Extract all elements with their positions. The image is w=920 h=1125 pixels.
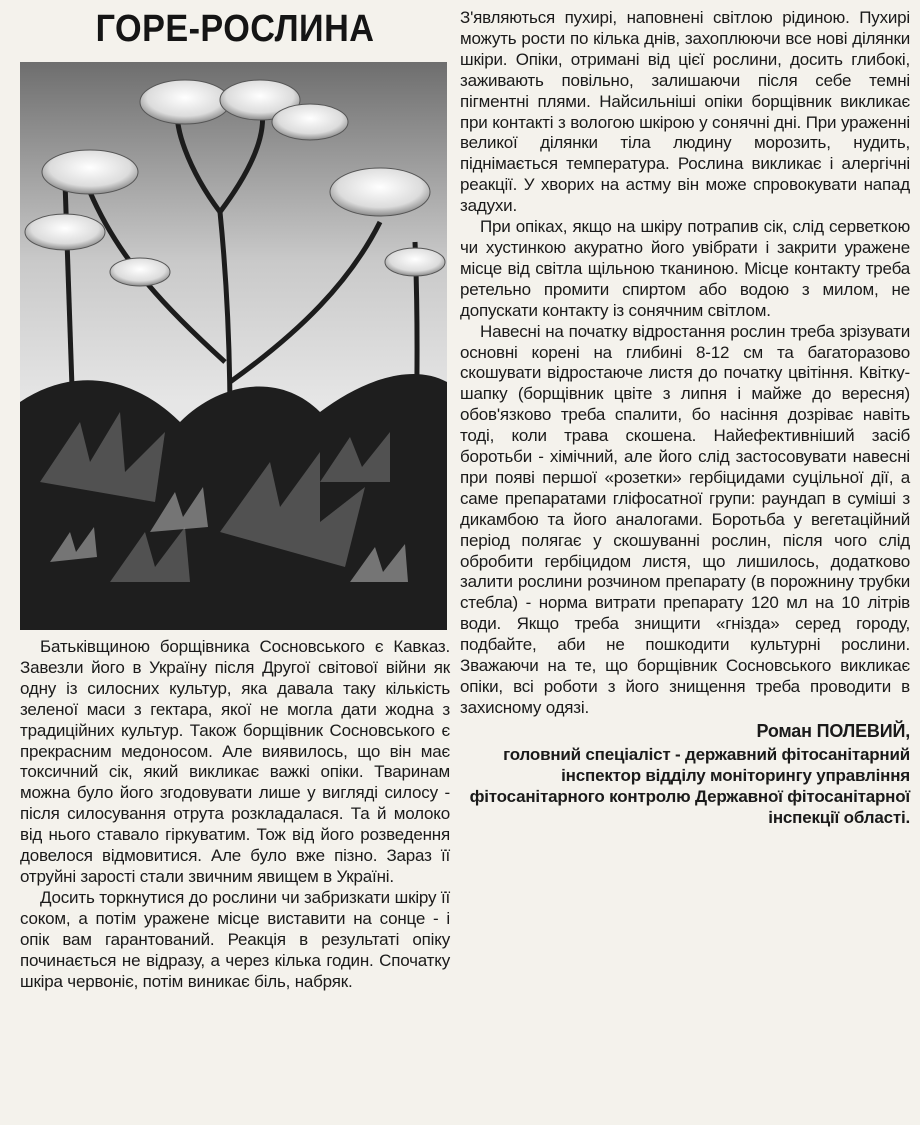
paragraph-continuation: З'являються пухирі, наповнені світлою рідиною. Пухирі можуть рости по кілька днів, захоплюючи все нові ділянки шкіри. Опіки, отримані від цієї рослини, досить глибокі, заживають повільно, залишаючи після себе темні пігментні плями. Найсильніші опіки борщівник викликає при контакті з вологою шкірою у сонячні дні. При ураженні великої ділянки тіла людину морозить, нудить, піднімається температура. Рослина викликає і алергічні реакції. У хворих на астму він може спровокувати напад задухи. — [460, 8, 910, 216]
paragraph: Батьківщиною борщівника Сосновського є Кавказ. Завезли його в Україну після Другої світової війни як одну із силосних культур, яка давала таку кількість зеленої маси з гектара, якої не могла дати жодна з традиційних культур. Також борщівник Сосновського є прекрасним медоносом. Але виявилось, що він має токсичний сік, який викликає важкі опіки. Тваринам можна було його згодовувати лише у вигляді силосу - після силосування отрута розкладалася. Та й молоко від нього ставало гіркуватим. Тож від його розведення довелося відмовитися. Але було вже пізно. Зараз її отруйні зарості стали звичним явищем в Україні. — [20, 637, 450, 886]
right-column — [460, 8, 910, 828]
paragraph: При опіках, якщо на шкіру потрапив сік, слід серветкою чи хустинкою акуратно його увібрати і закрити уражене місце від світла щільною тканиною. Місце контакту треба ретельно промити спиртом або водою з милом, не допускати контакту із сонячним світлом. — [460, 217, 910, 320]
hogweed-photo — [20, 62, 447, 630]
author-position: головний спеціаліст - державний фітосанітарний інспектор відділу моніторингу управління фітосанітарного контролю Державної фітосанітарної інспекції області. — [469, 744, 910, 827]
paragraph: Навесні на початку відростання рослин треба зрізувати основні корені на глибині 8-12 см та багаторазово скошувати відростаюче листя до початку цвітіння. Квітку-шапку (борщівник цвіте з липня і майже до вересня) обов'язково треба спалити, бо насіння дозріває навіть тоді, коли трава скошена. Найефективніший засіб боротьби - хімічний, але його слід застосовувати навесні при появі першої «розетки» гербіцидами суцільної дії, а саме препаратами гліфосатної групи: раундап в суміші з дикамбою та його аналогами. Боротьба у вегетаційний період полягає у скошуванні рослин, після чого слід обробити гербіцидом листя, що лишилось, додатково залити рослини розчином препарату (в порожнину трубки стебла) - норма витрати препарату 120 мл на 10 літрів води. Якщо треба знищити «гнізда» серед городу, подбайте, аби не пошкодити культурні рослини. Зважаючи на те, що борщівник Сосновського викликає опіки, всі роботи з його знищення треба проводити в захисному одязі. — [460, 321, 910, 717]
article-title: ГОРЕ-РОСЛИНА — [95, 8, 375, 50]
author-name: Роман ПОЛЕВИЙ, — [756, 720, 910, 741]
left-column — [20, 637, 450, 992]
paragraph: Досить торкнутися до рослини чи забризкати шкіру її соком, а потім уражене місце виставити на сонце - і опік вам гарантований. Реакція в результаті опіку починається не відразу, а через кілька годин. Спочатку шкіра червоніє, потім виникає біль, набряк. — [20, 887, 450, 991]
